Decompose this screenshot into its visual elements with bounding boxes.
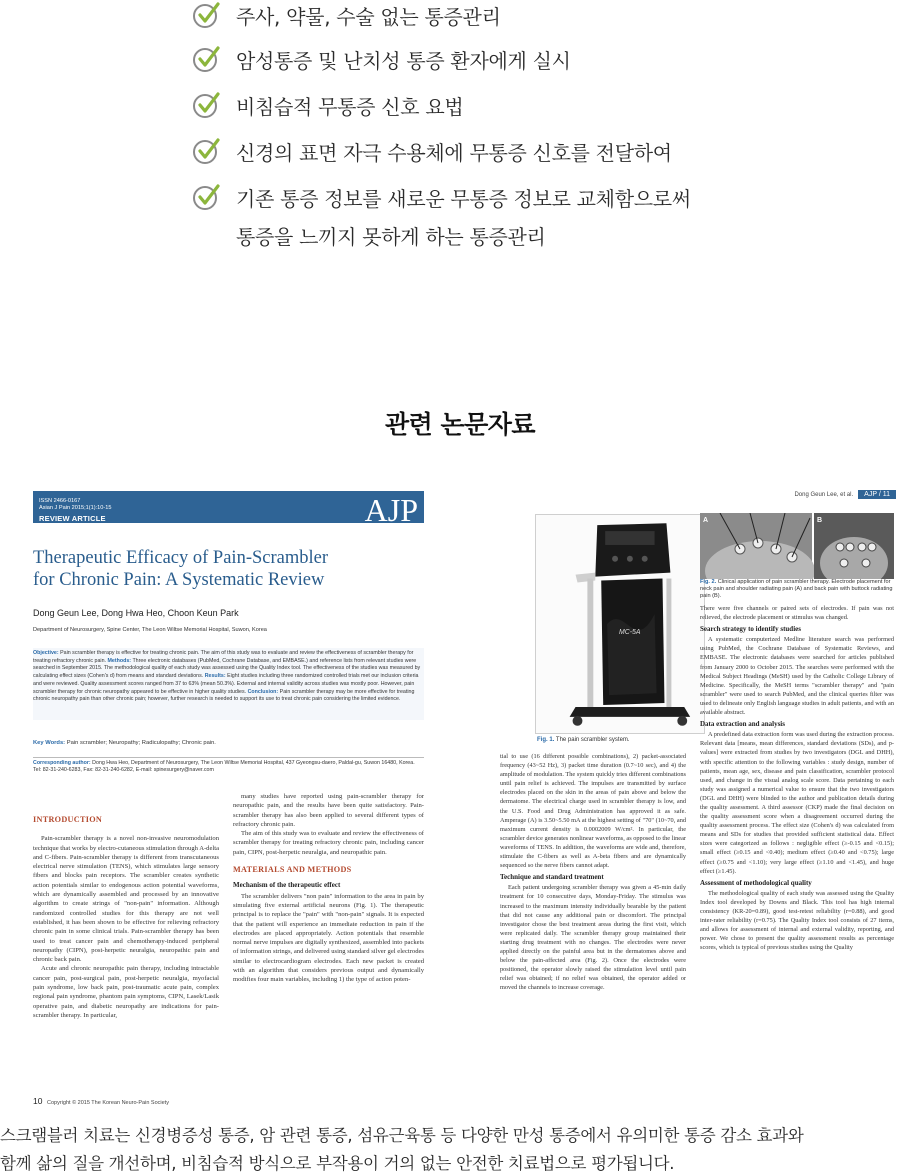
abstract-results: Eight studies including three randomized controlled trials met our inclusion criteria and were reviewed. Quality assessment scores ranged from 37 to 63% (mean 50.3%). External and internal validity across studies was mostly poor. However, pain scrambler therapy for chronic neuropathy appeared to be effective in higher quality studies. [33, 673, 419, 695]
running-head-text: Dong Geun Lee, et al. [794, 491, 854, 498]
figure-2-label: Fig. 2. [700, 579, 717, 585]
search-paragraph: A systematic computerized Medline literature search was performed using PubMed, the Cochrane Database of Systematic Reviews, and EMBASE. The electronic databases were searched for articles published from January 2000 to October 2015. The searches were performed with the Medical Subject Headings (MeSH) used by the Catholic College Library of Medicine. Specifically, the MeSH terms "scrambler therapy" and "pain scrambler" were used to search PubMed, and the clinical queries filter was used to delineate only English language studies in adult patients, and with an available abstract. [700, 636, 894, 717]
abstract-objective: Pain scrambler therapy is effective for treating chronic pain. The aim of this study was to evaluate and review the effectiveness of scrambler therapy for treating refractory chronic pain. [33, 650, 414, 664]
summary-line-2: 함께 삶의 질을 개선하며, 비침습적 방식으로 부작용이 거의 없는 안전한 치료법으로 평가됩니다. [0, 1154, 675, 1173]
intro-heading: INTRODUCTION [33, 815, 103, 824]
paper1-column-1 [33, 815, 219, 1020]
figure-2-caption [700, 579, 894, 599]
scrambler-device-image [535, 514, 705, 734]
page-number: 10 [33, 1096, 43, 1106]
issn-text: ISSN 2466-0167 [39, 498, 81, 504]
figure-1-caption-text: The pain scrambler system. [555, 737, 630, 743]
abstract-conclusion: Pain scrambler therapy may be more effective for treating chronic neuropathy pain than other chronic pain; however, further research is needed to support its use to treat chronic pain considering the limited evidence. [33, 688, 415, 703]
abstract-objective-label: Objective: [33, 650, 59, 656]
check-item-5 [192, 182, 691, 216]
technique-heading: Technique and standard treatment [500, 873, 604, 882]
corresponding-text: Dong Hwa Heo, Department of Neurosurgery, The Leon Wiltse Memorial Hospital, 437 Gyeongsu-daero, Paldal-gu, Suwon 16480, Korea. Tel: 82-31-240-6283, Fax: 82-31-240-6282, E-mail: spinesurgery@naver.com [33, 760, 415, 774]
check-text-3: 비침습적 무통증 신호 요법 [236, 95, 464, 119]
section-title: 관련 논문자료 [384, 410, 536, 439]
col2-paragraph-1: many studies have reported using pain-scrambler therapy for neuropathic pain, and the results have been quite satisfactory. Pain-scrambler therapy has also been applied to several different types of refractory chronic pain. [233, 793, 424, 828]
journal-header-bar [33, 491, 424, 528]
extraction-paragraph: A predefined data extraction form was used during the extraction process. Relevant data [means, mean differences, standard deviations (SDs), and p-values] were extracted from studies by two investigators (DGL and DHH), with specific attention to the following variables : study design, number of patients, mean age, sex, disease and pain classification, scrambler protocol used, and change in the visual analog scale score. Data pertaining to each study was assigned a numerical value to ensure that the two investigators (DGL and DHH) were blinded to the author and publication details during the quality assessment. A third assessor (CKP) made the final decision on the quality assessment score when a disagreement occurred during the quality assessment process. The effect size (Cohen's d) was calculated from means and SDs for studies that provided sufficient statistical data. Effect sizes were categorized as follows : negligible effect (≥-0.15 and <0.15); small effect (≥0.15 and <0.40); medium effect (≥0.40 and <0.75); large effect (≥0.75 and <1.10); very large effect (≥1.10 and <1.45), and huge effect (≥1.45). [700, 731, 894, 875]
electrode-placement-photos [700, 513, 894, 579]
paper-page-1-header [28, 488, 428, 720]
check-circle-icon [192, 182, 222, 212]
paper-title [33, 547, 403, 591]
paper-title-line-2: for Chronic Pain: A Systematic Review [33, 570, 325, 590]
figure-2-caption-text: Clinical application of pain scrambler therapy. Electrode placement for neck pain and shoulder radiating pain (A) and back pain with buttock radiating pain (B). [700, 579, 893, 599]
check-circle-icon [192, 90, 222, 120]
paper-authors: Dong Geun Lee, Dong Hwa Heo, Choon Keun Park [33, 608, 239, 618]
check-text-2: 암성통증 및 난치성 통증 환자에게 실시 [236, 49, 571, 73]
panel-b-label: B [817, 517, 823, 524]
check-item-2 [192, 44, 571, 78]
check-item-1 [192, 0, 501, 34]
keywords-text: Pain scrambler; Neuropathy; Radiculopathy; Chronic pain. [66, 740, 216, 746]
check-item-4 [192, 136, 672, 170]
figure-1-label: Fig. 1. [537, 737, 555, 743]
check-text-6: 통증을 느끼지 못하게 하는 통증관리 [236, 225, 546, 249]
paper2-column-2 [700, 604, 894, 952]
copyright-text: Copyright © 2015 The Korean Neuro-Pain Society [47, 1100, 169, 1106]
col3-paragraph: tial to use (16 different possible combinations), 2) packet-associated frequency (43~52 Hz), 3) packet time duration (0.7~10 sec), and 4) the amplitude of modulation. The system quickly tries different combinations until pain relief is achieved. The impulses are transmitted by surface electrodes placed on the skin in the areas of pain above and below the dermatome. The electrical charge used in scrambler therapy is low, and the U.S. Food and Drug Administration has approved it as safe. Amperage (A) is 3.50~5.50 mA at the highest setting of "70" (10~70, and maximum current density is 0.0002009 W/cm². In particular, the scrambler device generates nonlinear waveforms, as opposed to the linear waveforms of TENS. In addition, the waveforms are wide and, therefore, stimulate the C-fibers as well as A-beta fibers and are dynamically sequenced so the nerve fibers cannot adapt. [500, 753, 686, 870]
intro-paragraph-1: Pain-scrambler therapy is a novel non-invasive neuromodulation technique that works by electro-cutaneous stimulation through A-delta and C-fibers. Pain-scrambler therapy is different from transcutaneous electrical nerve stimulation (TENS), which stimulates large sensory fibers and blocks pain receptors. The scrambler creates synthetic action potentials similar to endogenous action potential waveforms, which are dynamically assembled and processed by an innovative algorithm to create strings of "non-pain" information. Although randomized controlled studies for this therapy are not well established, it has been shown to be effective for relieving refractory chronic pain in some clinical trials. Pain-scrambler therapy has been used to treat cancer pain and chemotherapy-induced peripheral neuropathy (CIPN), post-herpetic neuralgia, neuropathic pain and chronic back pain. [33, 835, 219, 964]
journal-tag-text: AJP [864, 491, 877, 498]
technique-paragraph: Each patient undergoing scrambler therapy was given a 45-min daily treatment for 10 consecutive days, Monday-Friday. The stimulus was increased to the maximum intensity individually bearable by the patient that did not cause any additional pain or discomfort. The principal investigator chose the best treatment areas during the first visit, which were replicated daily. The scrambler therapy group maintained their starting drug treatment with no changes. The electrodes were never applied directly on the painful area but in the dermatomes above and below the pain-affected area (Fig. 2). Once the electrodes were positioned, the operator slowly raised the stimulation level until pain relief was obtained; if no relief was obtained, the operator added or moved the channels to increase coverage. [500, 884, 686, 992]
page-number: 11 [882, 491, 890, 498]
check-circle-icon [192, 44, 222, 74]
figure-1-caption [537, 737, 630, 743]
summary-text [0, 1122, 920, 1174]
journal-page-tag: AJP / 11 [858, 490, 896, 499]
check-text-1: 주사, 약물, 수술 없는 통증관리 [236, 5, 501, 29]
check-text-4: 신경의 표면 자극 수용체에 무통증 신호를 전달하여 [236, 141, 672, 165]
page-footer [33, 1096, 169, 1106]
col4-intro-paragraph: There were five channels or paired sets of electrodes. If pain was not relieved, the electrode placement or stimulus was changed. [700, 605, 894, 622]
panel-a-label: A [703, 517, 709, 524]
search-heading: Search strategy to identify studies [700, 625, 801, 634]
extraction-heading: Data extraction and analysis [700, 720, 785, 729]
mechanism-paragraph: The scrambler delivers "non pain" information to the area in pain by simulating five external artificial neurons (Fig. 1). The therapeutic principal is to replace the "pain" with "non-pain" signals. It is expected that the patient will experience an immediate reduction in pain if the electrodes are placed appropriately. Action potentials that resemble normal nerve impulses are digitally synthesized, assembled into packets of information strings, and delivered using standard silver gel electrodes similar to electrocardiogram electrodes. Each new packet is created with an algorithm that considers previous output and dynamically modifies four main variables, including 1) the type of action poten- [233, 892, 424, 984]
paper2-column-1 [500, 752, 686, 992]
paper-affiliation: Department of Neurosurgery, Spine Center, The Leon Wiltse Memorial Hospital, Suwon, Korea [33, 627, 267, 633]
intro-paragraph-2: Acute and chronic neuropathic pain therapy, including intractable cancer pain, post-surgical pain, post-herpetic neuralgia, myofacial pain syndrome, low back pain, post-traumatic acute pain, complex regional pain syndrome, phantom pain symptoms, CIPN, Lasek/Lasik operative pain, and diabetic neuropathy are indications for pain-scrambler therapy. In particular, [33, 965, 219, 1019]
check-item-3 [192, 90, 463, 124]
paper-page-1-body [28, 720, 428, 1110]
keywords [33, 740, 216, 746]
abstract-methods-label: Methods: [107, 657, 132, 664]
quality-paragraph: The methodological quality of each study was assessed using the Quality Index tool developed by Downs and Black. This tool has high internal consistency (KR-20=0.89), good test-retest reliability (r=0.88), and good inter-rater reliability (r=0.75). The Quality Index tool consists of 27 items, and allows for assessment of internal and external validity, reporting, and power. We chose to present the quality assessment results as percentage scores, which is typical of previous studies using the Quality [700, 889, 894, 952]
abstract-conclusion-label: Conclusion: [247, 688, 279, 695]
summary-line-1: 스크램블러 치료는 신경병증성 통증, 암 관련 통증, 섬유근육통 등 다양한 만성 통증에서 유의미한 통증 감소 효과와 [0, 1126, 804, 1145]
abstract-results-label: Results: [204, 673, 226, 680]
check-item-5-continued [236, 220, 546, 254]
running-head [794, 490, 896, 499]
journal-issn [39, 498, 111, 512]
corresponding-label: Corresponding author: [33, 760, 91, 766]
journal-logo: AJP [364, 492, 418, 528]
mechanism-heading: Mechanism of the therapeutic effect [233, 881, 341, 890]
device-model-label: MC-5A [619, 628, 641, 636]
col2-paragraph-2: The aim of this study was to evaluate and review the effectiveness of scrambler therapy for treating refractory chronic pain, including cancer pain, CIPN, post-herpetic neuralgia, and neuropathic pain. [233, 830, 424, 856]
article-type: REVIEW ARTICLE [39, 514, 106, 523]
paper-title-line-1: Therapeutic Efficacy of Pain-Scrambler [33, 548, 329, 568]
paper-page-2 [500, 488, 896, 1100]
keywords-label: Key Words: [33, 740, 66, 746]
abstract-methods: Three electronic databases (PubMed, Cochrane Database, and EMBASE.) and reference lists from relevant studies were searched in September 2015. The methodological quality of each study was assessed using the Quality Index tool. The effectiveness of the studies was measured by calculating effect sizes (Cohen's d) from means and standard deviations. [33, 657, 421, 680]
methods-heading: MATERIALS AND METHODS [233, 865, 352, 875]
check-circle-icon [192, 136, 222, 166]
quality-heading: Assessment of methodological quality [700, 878, 812, 887]
check-text-5: 기존 통증 정보를 새로운 무통증 정보로 교체함으로써 [236, 187, 691, 211]
paper-abstract [33, 648, 424, 720]
corresponding-author [33, 757, 424, 775]
journal-ref-text: Asian J Pain 2015;1(1):10-15 [39, 505, 112, 512]
check-circle-icon [192, 0, 222, 30]
paper1-column-2 [233, 792, 424, 985]
